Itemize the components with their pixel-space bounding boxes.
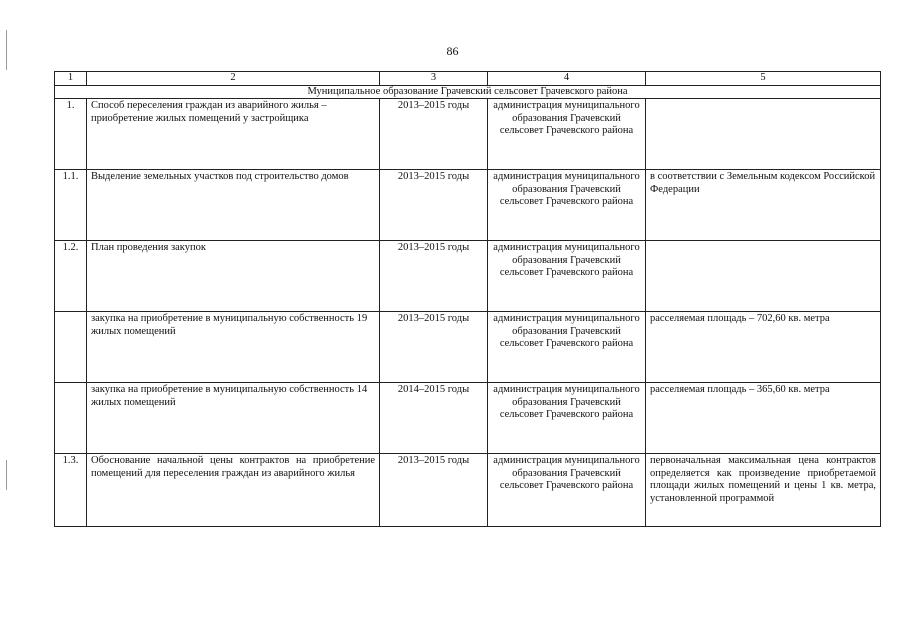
period-cell: 2013–2015 годы [380, 312, 488, 383]
column-number: 1 [55, 72, 87, 86]
period-cell: 2013–2015 годы [380, 99, 488, 170]
period-cell: 2013–2015 годы [380, 454, 488, 527]
table-row [55, 170, 881, 241]
row-number: 1.3. [55, 454, 87, 527]
table-row [55, 383, 881, 454]
section-row [55, 85, 881, 99]
note-cell [646, 99, 881, 170]
row-number: 1.1. [55, 170, 87, 241]
executor-cell: администрация муниципального образования Грачевский сельсовет Грачевского района [488, 99, 646, 170]
measure-text: закупка на приобретение в муниципальную собственность 14 жилых помещений [87, 383, 380, 454]
row-number: 1. [55, 99, 87, 170]
column-number: 5 [646, 72, 881, 86]
note-cell: в соответствии с Земельным кодексом Российской Федерации [646, 170, 881, 241]
note-cell: расселяемая площадь – 365,60 кв. метра [646, 383, 881, 454]
table-row [55, 241, 881, 312]
column-number: 4 [488, 72, 646, 86]
row-number: 1.2. [55, 241, 87, 312]
period-cell: 2013–2015 годы [380, 241, 488, 312]
measures-table [54, 71, 881, 527]
column-number: 2 [87, 72, 380, 86]
table-row [55, 99, 881, 170]
table-row [55, 312, 881, 383]
table-row [55, 454, 881, 527]
column-number-row [55, 72, 881, 86]
note-cell: расселяемая площадь – 702,60 кв. метра [646, 312, 881, 383]
scan-margin-mark [6, 460, 7, 490]
page-number: 86 [446, 44, 459, 58]
period-cell: 2013–2015 годы [380, 170, 488, 241]
row-number [55, 383, 87, 454]
column-number: 3 [380, 72, 488, 86]
executor-cell: администрация муниципального образования Грачевский сельсовет Грачевского района [488, 312, 646, 383]
period-cell: 2014–2015 годы [380, 383, 488, 454]
note-cell: первоначальная максимальная цена контрактов определяется как произведение приобретаемой площади жилых помещений и цены 1 кв. метра, установленной программой [646, 454, 881, 527]
measure-text: Обоснование начальной цены контрактов на приобретение помещений для переселения граждан из аварийного жилья [87, 454, 380, 527]
note-cell [646, 241, 881, 312]
measure-text: закупка на приобретение в муниципальную собственность 19 жилых помещений [87, 312, 380, 383]
executor-cell: администрация муниципального образования Грачевский сельсовет Грачевского района [488, 454, 646, 527]
executor-cell: администрация муниципального образования Грачевский сельсовет Грачевского района [488, 383, 646, 454]
measure-text: Выделение земельных участков под строительство домов [87, 170, 380, 241]
section-title: Муниципальное образование Грачевский сельсовет Грачевского района [55, 85, 881, 99]
executor-cell: администрация муниципального образования Грачевский сельсовет Грачевского района [488, 241, 646, 312]
row-number [55, 312, 87, 383]
measure-text [87, 99, 380, 170]
measure-text-content: Способ переселения граждан из аварийного жилья – приобретение жилых помещений у застройщика [91, 100, 327, 124]
measure-text: План проведения закупок [87, 241, 380, 312]
executor-cell: администрация муниципального образования Грачевский сельсовет Грачевского района [488, 170, 646, 241]
